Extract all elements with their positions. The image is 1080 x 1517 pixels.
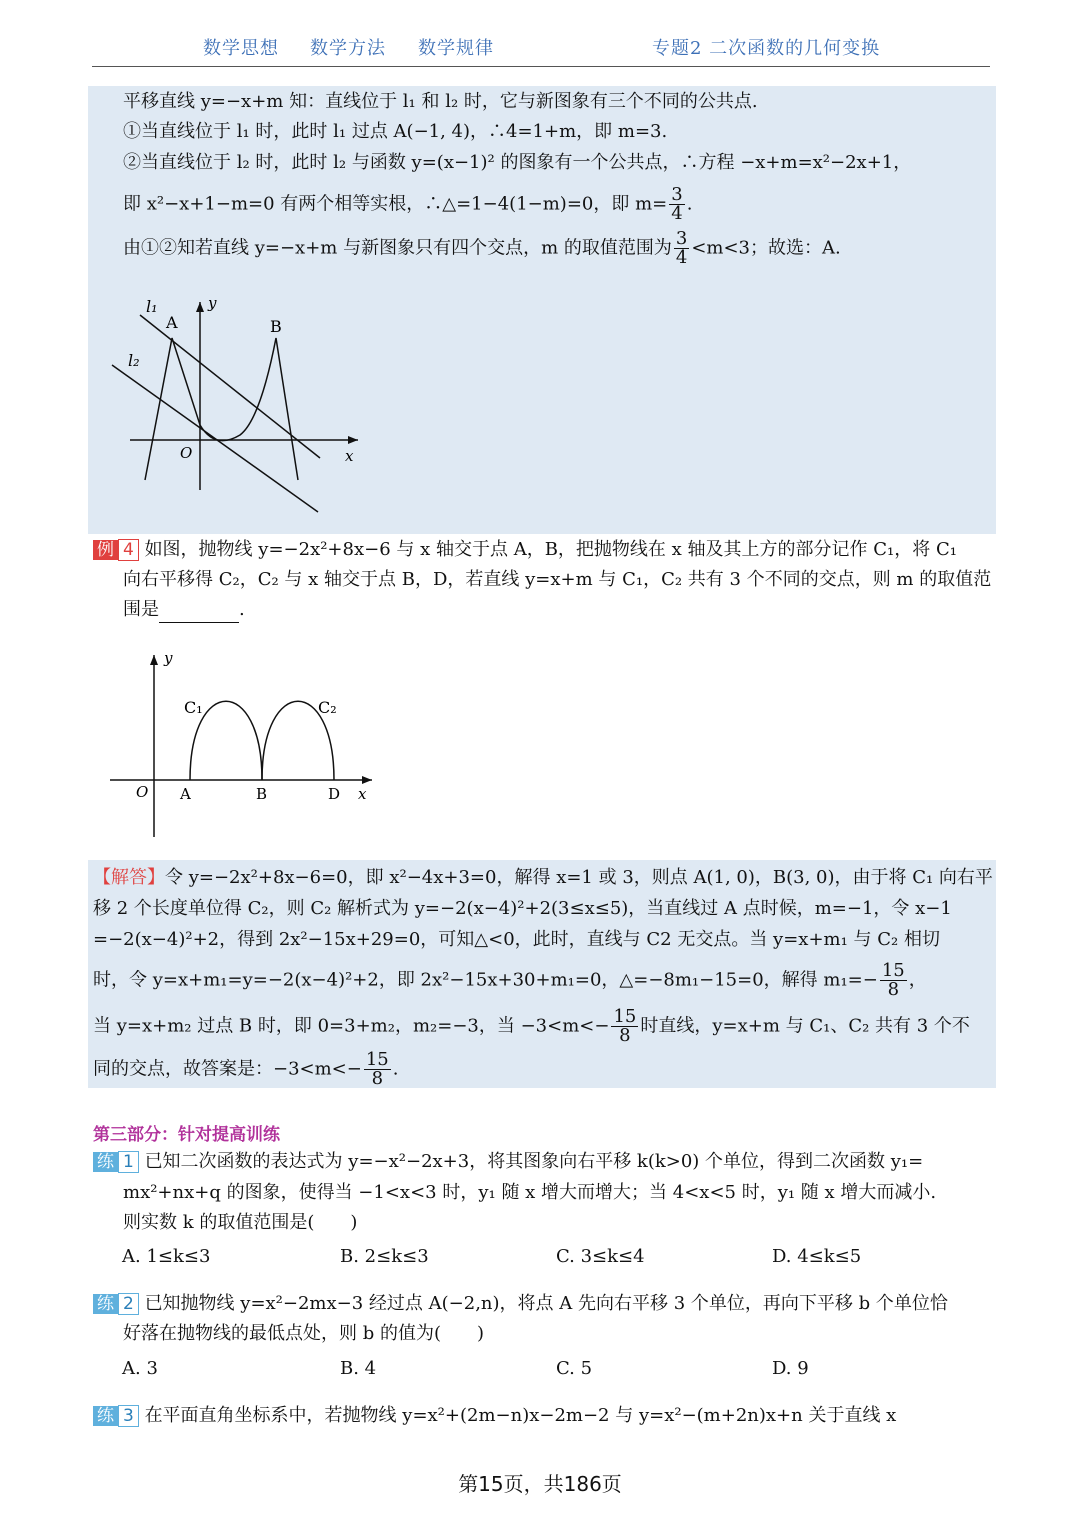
solution-line-4: 即 x²−x+1−m=0 有两个相等实根，∴△=1−4(1−m)=0，即 m= $\frac{3}{4}$ .: [123, 184, 693, 224]
label-l2: l₂: [128, 351, 140, 370]
label-l1: l₁: [146, 297, 158, 316]
exercise-1-tag: 练 1: [93, 1151, 139, 1173]
header-right-title: 专题2 二次函数的几何变换: [652, 38, 881, 59]
exercise-2-option-d[interactable]: D. 9: [772, 1358, 809, 1379]
header-rule: [92, 66, 990, 67]
fraction-15-8: $\frac{15}{8}$: [881, 960, 905, 1000]
example-4-line-1: [93, 537, 957, 563]
exercise-2-option-b[interactable]: B. 4: [340, 1358, 377, 1379]
exercise-2-line-1: 练 2 已知抛物线 y=x²−2mx−3 经过点 A(−2,n)，将点 A 先向右平移 3 个单位，再向下平移 b 个单位恰: [93, 1291, 948, 1317]
header-left-1: 数学思想: [203, 38, 279, 59]
fraction-3-4: $\frac{3}{4}$: [675, 228, 688, 268]
fraction-3-4: $\frac{3}{4}$: [671, 184, 683, 224]
answer-4-line-4: 时，令 y=x+m₁=y=−2(x−4)²+2，即 2x²−15x+30+m₁=0，△=−8m₁−15=0，解得 m₁=− $\frac{15}{8}$ ，: [93, 960, 927, 1000]
label-B: B: [270, 317, 282, 336]
header-left-3: 数学规律: [418, 38, 494, 59]
example-4-tag: 例 4: [93, 539, 139, 561]
label-x: x: [358, 785, 367, 803]
solution-line-5-text: 由①②知若直线 y=−x+m 与新图象只有四个交点，m 的取值范围为: [123, 237, 672, 259]
exercise-1-option-d[interactable]: D. 4≤k≤5: [772, 1246, 862, 1267]
exercise-1-option-c[interactable]: C. 3≤k≤4: [556, 1246, 645, 1267]
label-O: O: [180, 444, 193, 462]
exercise-2-tag: 练 2: [93, 1293, 139, 1315]
label-C1: C₁: [184, 698, 203, 717]
exercise-2-option-a[interactable]: A. 3: [122, 1358, 158, 1379]
label-y: y: [164, 649, 173, 667]
exercise-1-line-2: mx²+nx+q 的图象，使得当 −1<x<3 时，y₁ 随 x 增大而增大；当 4<x<5 时，y₁ 随 x 增大而减小.: [123, 1182, 937, 1203]
exercise-2-option-c[interactable]: C. 5: [556, 1358, 593, 1379]
y-axis-arrow: [150, 655, 158, 665]
label-B: B: [256, 785, 268, 803]
answer-4-line-5: 当 y=x+m₂ 过点 B 时，即 0=3+m₂，m₂=−3，当 −3<m<− $\frac{15}{8}$ 时直线，y=x+m 与 C₁、C₂ 共有 3 个不: [93, 1006, 970, 1046]
exercise-3-tag: 练 3: [93, 1405, 139, 1427]
example-4-line-2: 向右平移得 C₂，C₂ 与 x 轴交于点 B，D，若直线 y=x+m 与 C₁，C₂ 共有 3 个不同的交点，则 m 的取值范: [123, 569, 992, 590]
answer-blank: [159, 604, 239, 623]
figure-2-graph: [100, 645, 390, 845]
label-x: x: [345, 447, 354, 465]
y-axis-arrow: [196, 302, 204, 312]
label-O: O: [136, 783, 149, 801]
x-axis-arrow: [348, 436, 358, 444]
solution-line-4-text: 即 x²−x+1−m=0 有两个相等实根，∴△=1−4(1−m)=0，即 m=: [123, 193, 668, 215]
answer-4-line-2: 移 2 个长度单位得 C₂，则 C₂ 解析式为 y=−2(x−4)²+2(3≤x≤5)，当直线过 A 点时候，m=−1，令 x−1: [93, 898, 952, 919]
label-C2: C₂: [318, 698, 337, 717]
solution-line-1: 平移直线 y=−x+m 知：直线位于 l₁ 和 l₂ 时，它与新图象有三个不同的公共点.: [123, 91, 758, 112]
label-y: y: [208, 294, 217, 312]
answer-label: 【解答】: [93, 867, 165, 888]
solution-line-3: ②当直线位于 l₂ 时，此时 l₂ 与函数 y=(x−1)² 的图象有一个公共点，∴方程 −x+m=x²−2x+1，: [123, 152, 912, 173]
exercise-3-line-1: 练 3 在平面直角坐标系中，若抛物线 y=x²+(2m−n)x−2m−2 与 y=x²−(m+2n)x+n 关于直线 x: [93, 1403, 896, 1429]
fraction-15-8: $\frac{15}{8}$: [613, 1006, 637, 1046]
header-left-2: 数学方法: [310, 38, 386, 59]
x-axis-arrow: [362, 776, 372, 784]
exercise-1-option-a[interactable]: A. 1≤k≤3: [122, 1246, 211, 1267]
answer-4-line-3: =−2(x−4)²+2，得到 2x²−15x+29=0，可知△<0，此时，直线与 C2 无交点。当 y=x+m₁ 与 C₂ 相切: [93, 929, 940, 950]
page-number-footer: 第15页，共186页: [458, 1472, 622, 1496]
exercise-1-option-b[interactable]: B. 2≤k≤3: [340, 1246, 429, 1267]
solution-line-2: ①当直线位于 l₁ 时，此时 l₁ 过点 A(−1, 4)，∴4=1+m，即 m=3.: [123, 121, 668, 142]
answer-4-line-1: 【解答】令 y=−2x²+8x−6=0，即 x²−4x+3=0，解得 x=1 或 3，则点 A(1, 0)，B(3, 0)，由于将 C₁ 向右平: [93, 867, 993, 888]
exercise-2-line-2: 好落在抛物线的最低点处，则 b 的值为( ): [123, 1323, 485, 1344]
label-D: D: [328, 785, 341, 803]
section-3-title: 第三部分：针对提高训练: [93, 1125, 280, 1145]
label-A: A: [166, 313, 178, 332]
solution-line-5: 由①②知若直线 y=−x+m 与新图象只有四个交点，m 的取值范围为 $\frac{3}{4}$ <m<3；故选：A.: [123, 228, 841, 268]
exercise-1-line-1: 练 1 已知二次函数的表达式为 y=−x²−2x+3，将其图象向右平移 k(k>0) 个单位，得到二次函数 y₁=: [93, 1149, 923, 1175]
example-4-text-1: 如图，抛物线 y=−2x²+8x−6 与 x 轴交于点 A，B，把抛物线在 x 轴及其上方的部分记作 C₁，将 C₁: [144, 539, 957, 560]
fraction-15-8: $\frac{15}{8}$: [365, 1049, 389, 1089]
line-l1: [140, 315, 320, 458]
exercise-1-line-3: 则实数 k 的取值范围是( ): [123, 1212, 358, 1233]
example-4-line-3: 围是 .: [123, 597, 245, 623]
answer-4-line-6: 同的交点，故答案是：−3<m<− $\frac{15}{8}$ .: [93, 1049, 399, 1089]
new-graph-curve: [145, 338, 298, 480]
figure-1-graph: [100, 290, 380, 520]
line-l2: [112, 365, 318, 512]
label-A: A: [180, 785, 191, 803]
